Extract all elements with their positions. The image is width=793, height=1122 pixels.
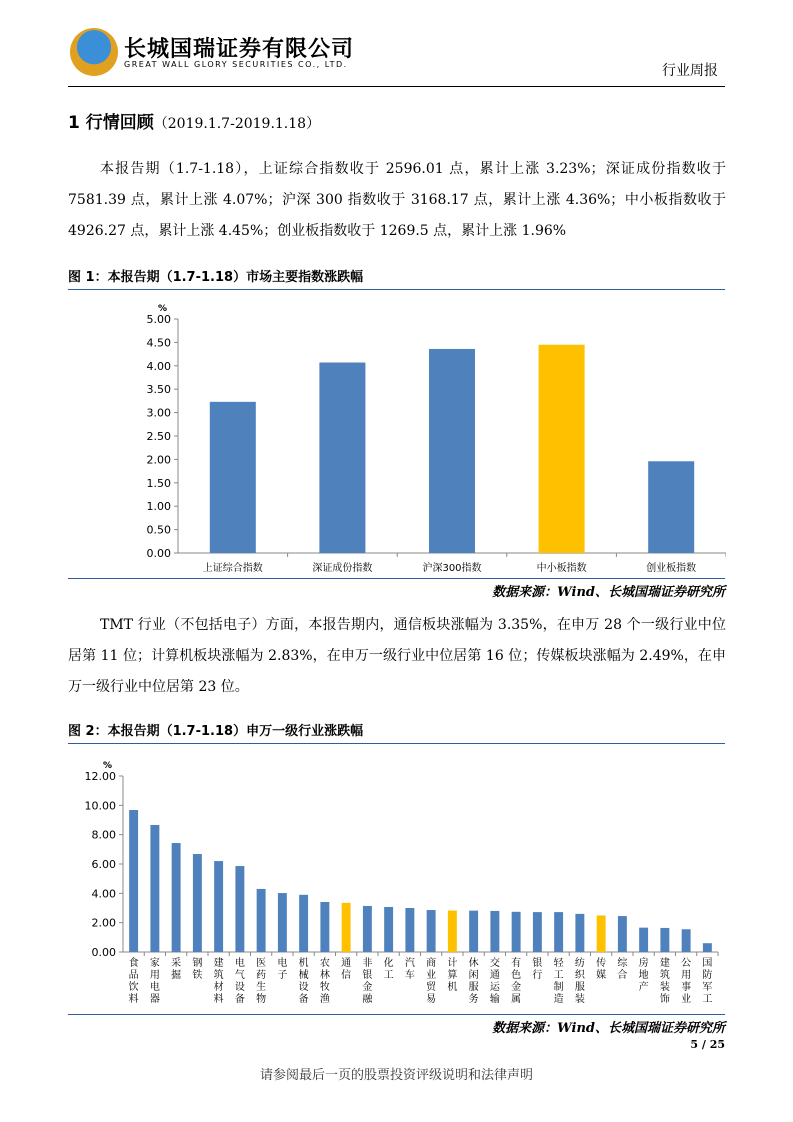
figure1-bottom-divider — [68, 578, 725, 579]
bar-建筑装饰 — [660, 928, 669, 952]
y-tick-label: 12.00 — [84, 770, 116, 783]
x-tick-label: 商业贸易 — [426, 958, 437, 1005]
x-tick-label: 传媒 — [596, 958, 607, 981]
x-tick-label: 家用电器 — [149, 958, 160, 1005]
x-tick-label: 汽车 — [404, 958, 415, 981]
x-tick-label: 中小板指数 — [536, 563, 587, 574]
bar-钢铁 — [193, 854, 202, 952]
x-tick-label: 钢铁 — [192, 958, 203, 981]
bar-轻工制造 — [554, 912, 563, 952]
x-tick-label: 房地产 — [638, 958, 649, 993]
x-tick-label: 农林牧渔 — [319, 958, 330, 1005]
footer-disclaimer: 请参阅最后一页的股票投资评级说明和法律声明 — [259, 1068, 533, 1083]
bar-休闲服务 — [469, 911, 478, 952]
figure1-divider — [68, 289, 725, 290]
x-tick-label: 计算机 — [447, 958, 458, 993]
company-name-cn: 长城国瑞证券有限公司 — [124, 37, 355, 62]
section-period: （2019.1.7-2019.1.18） — [153, 116, 321, 132]
bar-中小板指数 — [539, 345, 585, 553]
bar-采掘 — [172, 843, 181, 952]
x-tick-label: 通信 — [341, 958, 352, 981]
x-tick-label: 深证成份指数 — [312, 563, 373, 574]
y-tick-label: 10.00 — [84, 799, 116, 813]
figure2-chart — [68, 746, 726, 1014]
x-tick-label: 建筑材料 — [213, 958, 224, 1005]
bar-沪深300指数 — [429, 349, 475, 553]
y-tick-label: 4.50 — [146, 336, 171, 350]
figure2-source: 数据来源：Wind、长城国瑞证券研究所 — [492, 1021, 725, 1036]
company-name-en: GREAT WALL GLORY SECURITIES CO., LTD. — [124, 60, 348, 69]
figure2-title: 图 2：本报告期（1.7-1.18）申万一级行业涨跌幅 — [68, 724, 364, 739]
bar-交通运输 — [490, 911, 499, 952]
report-type: 行业周报 — [662, 63, 718, 79]
y-tick-label: 0.00 — [91, 946, 116, 959]
x-tick-label: 电子 — [277, 958, 288, 981]
x-tick-label: 轻工制造 — [553, 958, 564, 1005]
bar-化工 — [384, 907, 393, 952]
y-tick-label: 2.00 — [91, 916, 116, 930]
bar-医药生物 — [257, 889, 266, 952]
x-tick-label: 建筑装饰 — [659, 958, 670, 1005]
bar-家用电器 — [150, 825, 159, 952]
paragraph-tmt: TMT 行业（不包括电子）方面，本报告期内，通信板块涨幅为 3.35%，在申万 28 个一级行业中位居第 11 位；计算机板块涨幅为 2.83%，在申万一级行业中位居第 16 位；传媒板块涨幅为 2.49%，在申万一级行业中位居第 23 位。 — [68, 617, 726, 695]
x-tick-label: 综合 — [617, 958, 628, 981]
y-tick-label: 1.50 — [146, 476, 171, 490]
company-logo-icon — [70, 28, 118, 76]
header-divider — [68, 86, 725, 87]
figure1-title: 图 1：本报告期（1.7-1.18）市场主要指数涨跌幅 — [68, 270, 364, 285]
section-title: 1 行情回顾 — [68, 113, 154, 133]
x-tick-label: 上证综合指数 — [202, 563, 263, 574]
bar-农林牧渔 — [320, 902, 329, 952]
bar-国防军工 — [703, 943, 712, 952]
bar-电气设备 — [235, 866, 244, 952]
x-tick-label: 医药生物 — [256, 958, 267, 1005]
bar-计算机 — [448, 910, 457, 952]
x-tick-label: 交通运输 — [489, 958, 500, 1005]
bar-电子 — [278, 893, 287, 952]
bar-非银金融 — [363, 906, 372, 952]
figure2-divider — [68, 743, 725, 744]
bar-通信 — [342, 903, 351, 952]
y-tick-label: 4.00 — [146, 359, 171, 373]
paragraph-indices: 本报告期（1.7-1.18），上证综合指数收于 2596.01 点，累计上涨 3.23%；深证成份指数收于 7581.39 点，累计上涨 4.07%；沪深 300 指数收于 3168.17 点，累计上涨 4.36%；中小板指数收于 4926.27 点，累计上涨 4.45%；创业板指数收于 1269.5 点，累计上涨 1.96% — [68, 161, 726, 239]
x-tick-label: 国防军工 — [702, 958, 713, 1005]
bar-纺织服装 — [575, 914, 584, 952]
page-number: 5 / 25 — [690, 1038, 725, 1051]
x-tick-label: 非银金融 — [362, 958, 373, 1005]
bar-商业贸易 — [427, 910, 436, 952]
x-tick-label: 机械设备 — [298, 958, 309, 1005]
bar-食品饮料 — [129, 810, 138, 952]
bar-上证综合指数 — [210, 402, 256, 553]
y-tick-label: 0.50 — [146, 523, 171, 537]
section-heading — [68, 108, 320, 133]
y-tick-label: 5.00 — [146, 313, 171, 326]
x-tick-label: 采掘 — [171, 958, 182, 981]
bar-机械设备 — [299, 895, 308, 952]
x-tick-label: 纺织服装 — [574, 958, 585, 1005]
figure2-bottom-divider — [68, 1014, 725, 1015]
y-tick-label: 2.50 — [146, 430, 171, 443]
bar-公用事业 — [682, 929, 691, 952]
bar-综合 — [618, 916, 627, 952]
bar-有色金属 — [512, 912, 521, 952]
bar-汽车 — [405, 908, 414, 952]
bar-传媒 — [597, 915, 606, 952]
y-tick-label: 3.50 — [146, 383, 171, 397]
y-tick-label: 6.00 — [91, 858, 116, 871]
figure1-source: 数据来源：Wind、长城国瑞证券研究所 — [492, 585, 725, 600]
x-tick-label: 休闲服务 — [468, 958, 479, 1005]
y-axis-unit: % — [158, 304, 168, 314]
x-tick-label: 公用事业 — [681, 958, 692, 1005]
y-tick-label: 3.00 — [146, 406, 171, 420]
x-tick-label: 有色金属 — [511, 958, 522, 1005]
x-tick-label: 电气设备 — [234, 958, 245, 1005]
bar-创业板指数 — [648, 461, 694, 553]
y-tick-label: 1.00 — [146, 500, 171, 514]
x-tick-label: 沪深300指数 — [422, 563, 482, 574]
x-tick-label: 化工 — [383, 958, 394, 981]
y-tick-label: 8.00 — [91, 828, 116, 842]
bar-建筑材料 — [214, 861, 223, 952]
y-tick-label: 2.00 — [146, 453, 171, 467]
y-axis-unit: % — [103, 761, 113, 771]
y-tick-label: 4.00 — [91, 887, 116, 901]
x-tick-label: 创业板指数 — [646, 563, 697, 574]
bar-房地产 — [639, 928, 648, 952]
bar-银行 — [533, 912, 542, 952]
y-tick-label: 0.00 — [146, 547, 171, 560]
figure1-chart — [68, 292, 726, 578]
x-tick-label: 银行 — [532, 958, 543, 981]
bar-深证成份指数 — [319, 363, 365, 553]
x-tick-label: 食品饮料 — [128, 958, 139, 1005]
